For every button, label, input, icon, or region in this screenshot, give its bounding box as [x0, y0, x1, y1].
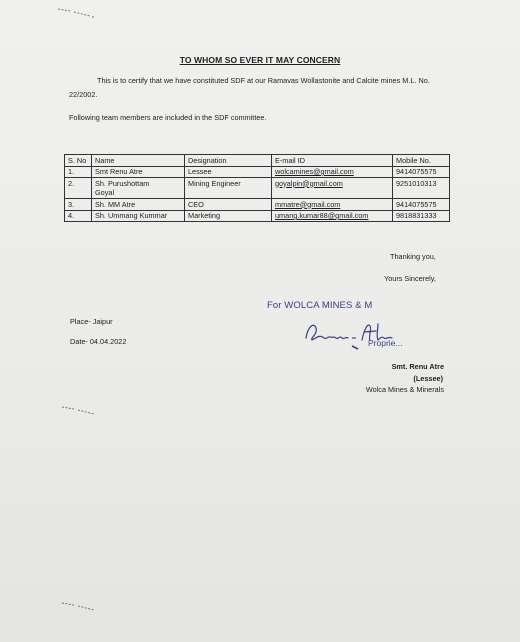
email-link[interactable]: goyalpin@gmail.com — [275, 178, 343, 188]
table-row — [65, 178, 450, 199]
cell-mobile: 9251010313 — [393, 178, 450, 199]
cell-designation: Marketing — [185, 210, 272, 222]
closing-yours: Yours Sincerely, — [384, 274, 436, 283]
cell-designation: Lessee — [185, 166, 272, 178]
table-row — [65, 210, 450, 222]
closing-thanks: Thanking you, — [390, 252, 436, 261]
cell-mobile: 9414075575 — [393, 166, 450, 178]
cell-name: Sh. Ummang Kummar — [92, 210, 185, 222]
header-sno: S. No — [65, 155, 92, 167]
table-row — [65, 166, 450, 178]
committee-table — [64, 154, 450, 222]
cell-name: Sh. Purushottam Goyal — [92, 178, 185, 199]
scan-mark-mid — [60, 404, 100, 416]
cell-designation: Mining Engineer — [185, 178, 272, 199]
table-row — [65, 199, 450, 211]
email-link[interactable]: mmatre@gmail.com — [275, 199, 341, 209]
cell-designation: CEO — [185, 199, 272, 211]
email-link[interactable]: umang.kumar88@gmail.com — [275, 211, 369, 220]
cell-sno: 4. — [65, 210, 92, 222]
table-header-row — [65, 155, 450, 167]
cell-email — [272, 199, 393, 211]
cell-email — [272, 178, 393, 199]
header-email: E-mail ID — [272, 155, 393, 167]
signatory-role: (Lessee) — [413, 373, 443, 383]
signatory-name: Smt. Renu Atre — [391, 362, 444, 371]
cell-sno: 2. — [65, 178, 92, 199]
place-line: Place- Jaipur — [70, 317, 113, 326]
signatory-company: Wolca Mines & Minerals — [365, 385, 444, 394]
cell-mobile: 9414075575 — [393, 199, 450, 211]
cell-email — [272, 166, 393, 178]
header-name: Name — [92, 155, 185, 167]
cell-email — [272, 210, 393, 222]
certification-paragraph: This is to certify that we have constituted SDF at our Ramavas Wollastonite and Calcite mines M.L. No. 22/2002. — [69, 76, 430, 99]
cell-name: Sh. MM Atre — [92, 199, 185, 211]
cell-sno: 1. — [65, 166, 92, 178]
cell-sno: 3. — [65, 199, 92, 211]
date-line: Date- 04.04.2022 — [70, 337, 127, 346]
scan-mark-bottom — [60, 600, 100, 612]
scan-mark-top — [56, 6, 96, 18]
signatory-block — [366, 361, 444, 396]
committee-paragraph: Following team members are included in the SDF committee. — [69, 113, 267, 122]
header-mobile: Mobile No. — [393, 155, 450, 167]
email-link[interactable]: wolcamines@gmail.com — [275, 167, 354, 176]
header-designation: Designation — [185, 155, 272, 167]
company-stamp-text: For WOLCA MINES & M — [267, 300, 373, 311]
cell-mobile: 9818831333 — [393, 210, 450, 222]
proprietor-stamp-text: Proprie... — [368, 338, 403, 348]
cell-name: Smt Renu Atre — [92, 166, 185, 178]
letter-title: TO WHOM SO EVER IT MAY CONCERN — [179, 55, 341, 65]
